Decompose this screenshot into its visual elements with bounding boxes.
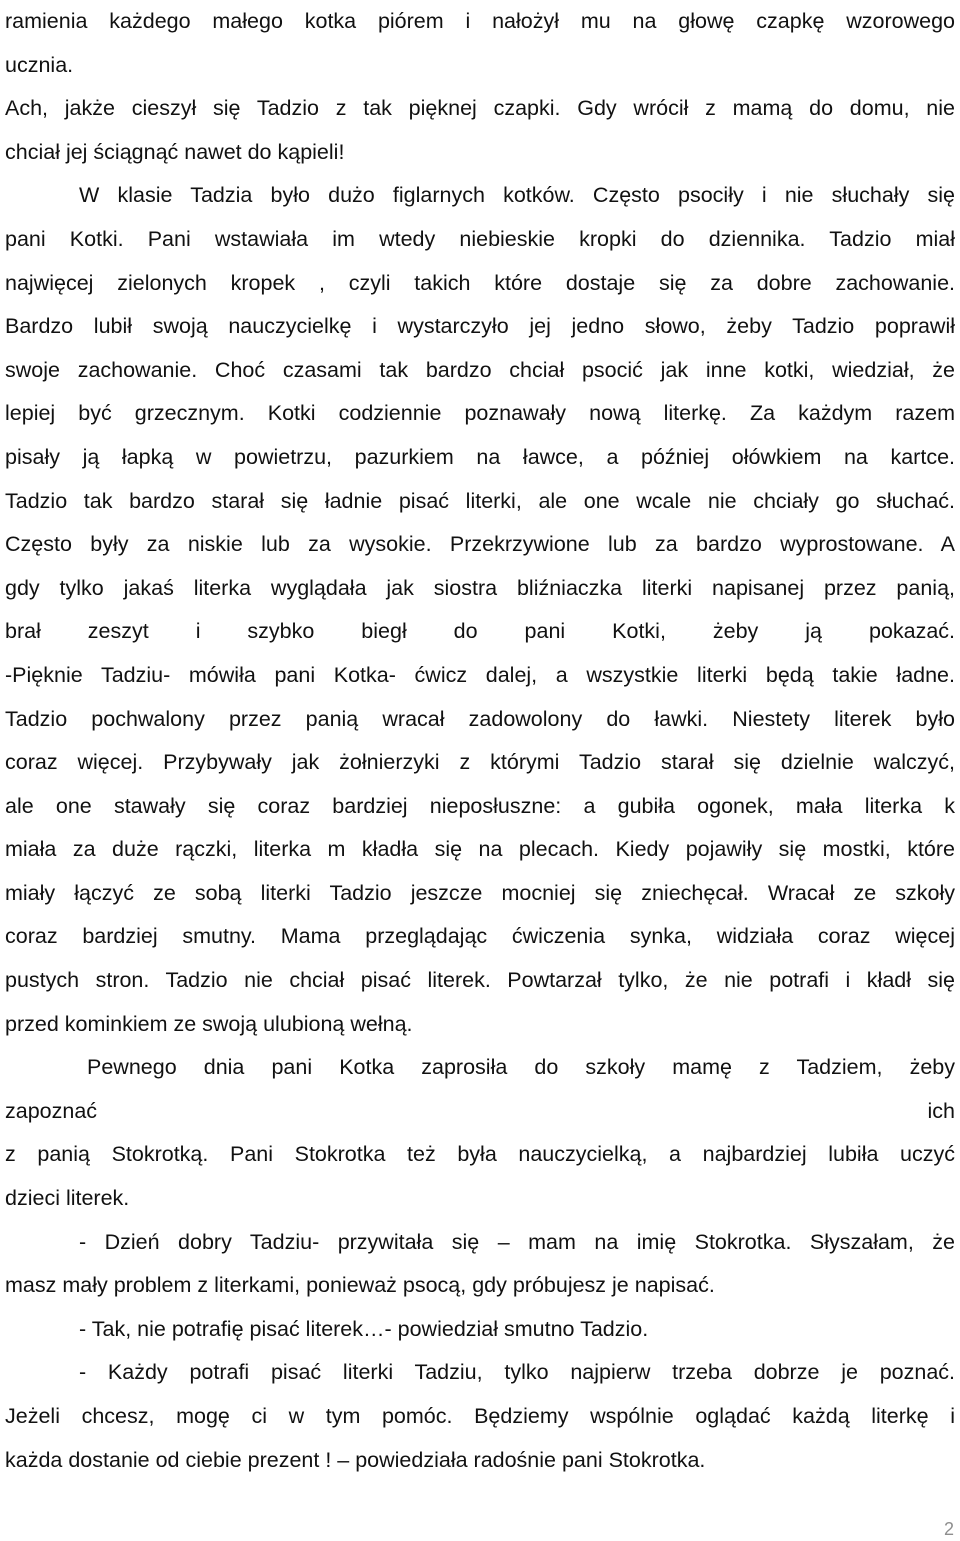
text-line: ucznia. [5, 52, 74, 77]
text-line: brał zeszyt i szybko biegł do pani Kotki, żeby ją pokazać. [5, 619, 955, 644]
text-line: - Dzień dobry Tadziu- przywitała się – mam na imię Stokrotka. Słyszałam, że [79, 1229, 955, 1254]
text-line: każda dostanie od ciebie prezent ! – powiedziała radośnie pani Stokrotka. [5, 1447, 706, 1472]
text-line: miały łączyć ze sobą literki Tadzio jeszcze mocniej się zniechęcał. Wracał ze szkoły [5, 880, 955, 905]
text-line: najwięcej zielonych kropek , czyli takich które dostaje się za dobre zachowanie. [5, 270, 955, 295]
text-line: gdy tylko jakaś literka wyglądała jak siostra bliźniaczka literki napisanej przez panią, [5, 575, 955, 600]
text-line: przed kominkiem ze swoją ulubioną wełną. [5, 1011, 413, 1036]
text-line: - Tak, nie potrafię pisać literek…- powiedział smutno Tadzio. [79, 1316, 649, 1341]
text-line: -Pięknie Tadziu- mówiła pani Kotka- ćwicz dalej, a wszystkie literki będą takie ładne. [5, 662, 955, 687]
text-line: ramienia każdego małego kotka piórem i nałożył mu na głowę czapkę wzorowego [5, 9, 955, 33]
story-text [5, 0, 955, 1482]
text-line: dzieci literek. [5, 1186, 130, 1211]
text-line: chciał jej ściągnąć nawet do kąpieli! [5, 139, 345, 164]
text-line: Bardzo lubił swoją nauczycielkę i wystarczyło jej jedno słowo, żeby Tadzio poprawił [5, 314, 955, 339]
text-line: z panią Stokrotką. Pani Stokrotka też była nauczycielką, a najbardziej lubiła uczyć [5, 1142, 955, 1167]
text-line: pustych stron. Tadzio nie chciał pisać literek. Powtarzał tylko, że nie potrafi i kładł się [5, 968, 955, 993]
text-line: - Każdy potrafi pisać literki Tadziu, tylko najpierw trzeba dobrze je poznać. [79, 1360, 955, 1385]
text-line: miała za duże rączki, literka m kładła się na plecach. Kiedy pojawiły się mostki, które [5, 837, 955, 862]
page-number: 2 [943, 1519, 954, 1539]
text-line: pisały ją łapką w powietrzu, pazurkiem na ławce, a później ołówkiem na kartce. [5, 444, 955, 469]
text-line: Ach, jakże cieszył się Tadzio z tak pięknej czapki. Gdy wrócił z mamą do domu, nie [5, 96, 955, 121]
text-line: zapoznać ich [5, 1098, 955, 1123]
text-line: Często były za niskie lub za wysokie. Przekrzywione lub za bardzo wyprostowane. A [5, 532, 955, 557]
text-line: coraz więcej. Przybywały jak żołnierzyki z którymi Tadzio starał się dzielnie walczyć, [5, 750, 955, 775]
text-line: lepiej być grzecznym. Kotki codziennie poznawały nową literkę. Za każdym razem [5, 401, 955, 426]
text-line: Pewnego dnia pani Kotka zaprosiła do szkoły mamę z Tadziem, żeby [87, 1055, 955, 1080]
text-line: Tadzio tak bardzo starał się ładnie pisać literki, ale one wcale nie chciały go słuchać. [5, 488, 955, 513]
text-line: Jeżeli chcesz, mogę ci w tym pomóc. Będziemy wspólnie oglądać każdą literkę i [5, 1404, 955, 1428]
text-line: Tadzio pochwalony przez panią wracał zadowolony do ławki. Niestety literek było [5, 706, 955, 731]
text-line: masz mały problem z literkami, ponieważ psocą, gdy próbujesz je napisać. [5, 1273, 715, 1298]
text-line: swoje zachowanie. Choć czasami tak bardzo chciał psocić jak inne kotki, wiedział, że [5, 357, 955, 382]
text-line: coraz bardziej smutny. Mama przeglądając ćwiczenia synka, widziała coraz więcej [5, 924, 955, 949]
text-line: ale one stawały się coraz bardziej nieposłuszne: a gubiła ogonek, mała literka k [5, 793, 955, 818]
text-line: W klasie Tadzia było dużo figlarnych kotków. Często psociły i nie słuchały się [79, 183, 955, 208]
text-line: pani Kotki. Pani wstawiała im wtedy niebieskie kropki do dziennika. Tadzio miał [5, 226, 955, 251]
